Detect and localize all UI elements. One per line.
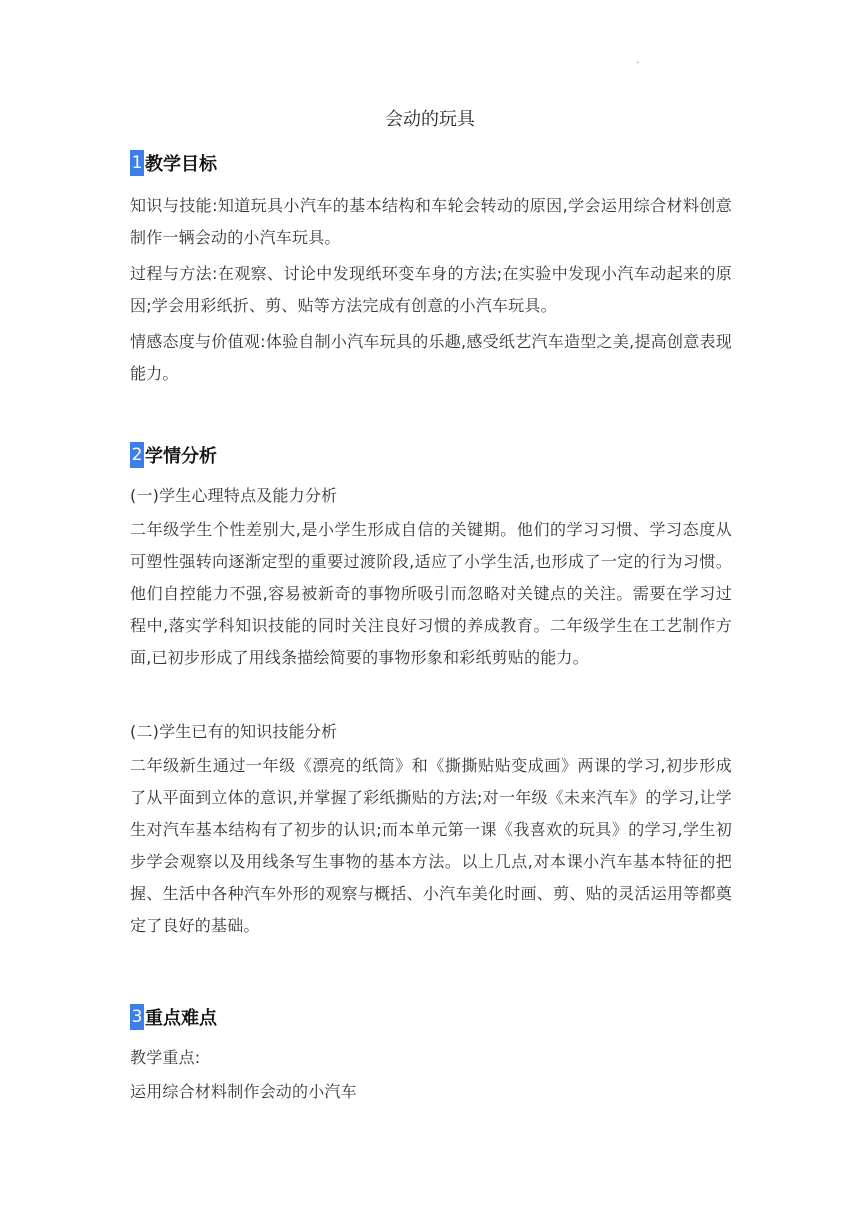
subheading-prior-knowledge: (二)学生已有的知识技能分析 [130, 722, 338, 741]
subheading-psychology: (一)学生心理特点及能力分析 [130, 486, 338, 505]
section-heading-teaching-objectives [130, 150, 217, 176]
paragraph-teaching-focus: 运用综合材料制作会动的小汽车 [130, 1082, 357, 1101]
paragraph-psychology: 二年级学生个性差别大,是小学生形成自信的关键期。他们的学习习惯、学习态度从可塑性强转向逐渐定型的重要过渡阶段,适应了小学生活,也形成了一定的行为习惯。他们自控能力不强,容易被新奇的事物所吸引而忽略对关键点的关注。需要在学习过程中,落实学科知识技能的同时关注良好习惯的养成教育。二年级学生在工艺制作方面,已初步形成了用线条描绘简要的事物形象和彩纸剪贴的能力。 [130, 520, 732, 667]
section-heading-text: 教学目标 [145, 154, 217, 175]
section-number-badge: 3 [130, 1004, 144, 1030]
document-title: 会动的玩具 [385, 109, 475, 130]
section-heading-text: 学情分析 [145, 446, 217, 467]
header-dot: . [636, 55, 640, 66]
subheading-teaching-focus: 教学重点: [130, 1048, 201, 1067]
paragraph-process-methods: 过程与方法:在观察、讨论中发现纸环变车身的方法;在实验中发现小汽车动起来的原因;学会用彩纸折、剪、贴等方法完成有创意的小汽车玩具。 [130, 264, 732, 315]
section-heading-learner-analysis [130, 442, 217, 468]
section-heading-key-difficult-points [130, 1004, 217, 1030]
section-number-badge: 2 [130, 442, 144, 468]
paragraph-emotional-values: 情感态度与价值观:体验自制小汽车玩具的乐趣,感受纸艺汽车造型之美,提高创意表现能力。 [130, 332, 732, 383]
paragraph-knowledge-skills: 知识与技能:知道玩具小汽车的基本结构和车轮会转动的原因,学会运用综合材料创意制作一辆会动的小汽车玩具。 [130, 196, 732, 247]
section-heading-text: 重点难点 [145, 1008, 217, 1029]
paragraph-prior-knowledge: 二年级新生通过一年级《漂亮的纸筒》和《撕撕贴贴变成画》两课的学习,初步形成了从平面到立体的意识,并掌握了彩纸撕贴的方法;对一年级《未来汽车》的学习,让学生对汽车基本结构有了初步的认识;而本单元第一课《我喜欢的玩具》的学习,学生初步学会观察以及用线条写生事物的基本方法。以上几点,对本课小汽车基本特征的把握、生活中各种汽车外形的观察与概括、小汽车美化时画、剪、贴的灵活运用等都奠定了良好的基础。 [130, 756, 732, 935]
section-number-badge: 1 [130, 150, 144, 176]
